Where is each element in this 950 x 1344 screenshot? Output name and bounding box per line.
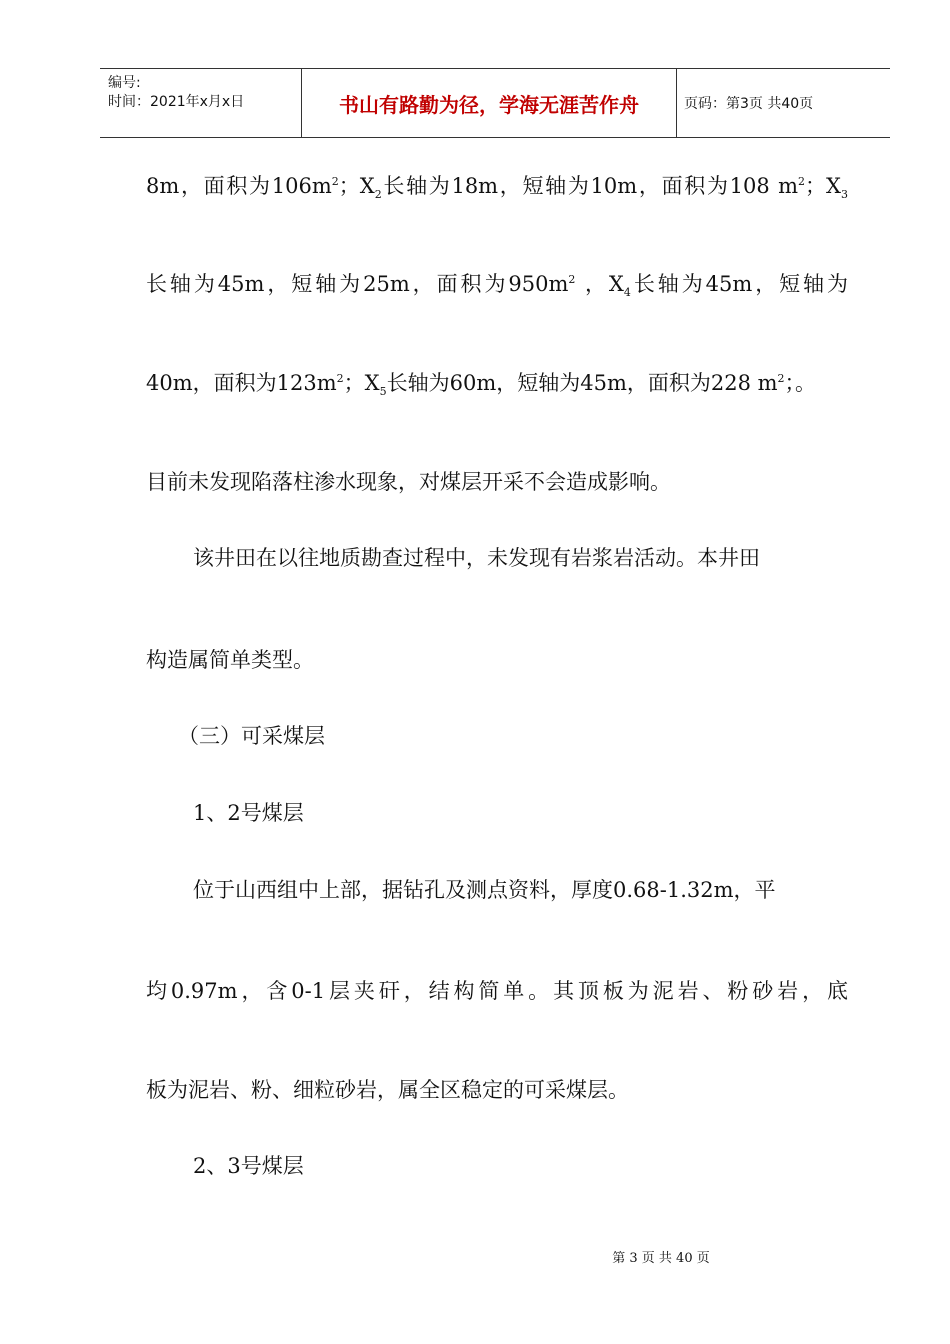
motto-text: 书山有路勤为径，学海无涯苦作舟 — [339, 92, 639, 117]
time-label: 时间：2021年x月x日 — [108, 94, 245, 110]
page-header — [100, 68, 890, 138]
body-line-4: 目前未发现陷落柱渗水现象，对煤层开采不会造成影响。 — [146, 470, 671, 494]
subheading-seam-2: 1、2号煤层 — [193, 801, 304, 825]
page-footer — [0, 1247, 950, 1266]
body-line-2: 长轴为45m，短轴为25m，面积为$950m^2$ ，$X_4$长轴为45m，短轴为 — [146, 272, 848, 300]
body-line-6: 构造属简单类型。 — [146, 648, 314, 672]
section-heading: （三）可采煤层 — [178, 724, 325, 748]
body-line-10: 均0.97m，含0-1层夹矸，结构简单。其顶板为泥岩、粉砂岩，底 — [146, 979, 848, 1003]
page-label: 页码：第3页 共40页 — [684, 96, 814, 112]
serial-label: 编号: — [108, 75, 141, 91]
footer-page-number: 第 3 页 共 40 页 — [612, 1251, 710, 1266]
header-motto-cell — [301, 69, 677, 137]
body-line-3: 40m，面积为$123m^2$；$X_5$长轴为60m，短轴为45m，面积为228 $m^2$；。 — [146, 371, 817, 399]
body-line-9: 位于山西组中上部，据钻孔及测点资料，厚度0.68-1.32m，平 — [193, 878, 776, 902]
body-line-11: 板为泥岩、粉、细粒砂岩，属全区稳定的可采煤层。 — [146, 1078, 629, 1102]
body-line-5: 该井田在以往地质勘查过程中，未发现有岩浆岩活动。本井田 — [193, 546, 760, 570]
body-line-1: 8m，面积为$106m^2$；$X_2$长轴为18m，短轴为10m，面积为108 $m^2$；$X_3$ — [146, 174, 848, 202]
subheading-seam-3: 2、3号煤层 — [193, 1154, 304, 1178]
header-page-cell — [676, 69, 890, 137]
header-meta — [100, 69, 300, 137]
